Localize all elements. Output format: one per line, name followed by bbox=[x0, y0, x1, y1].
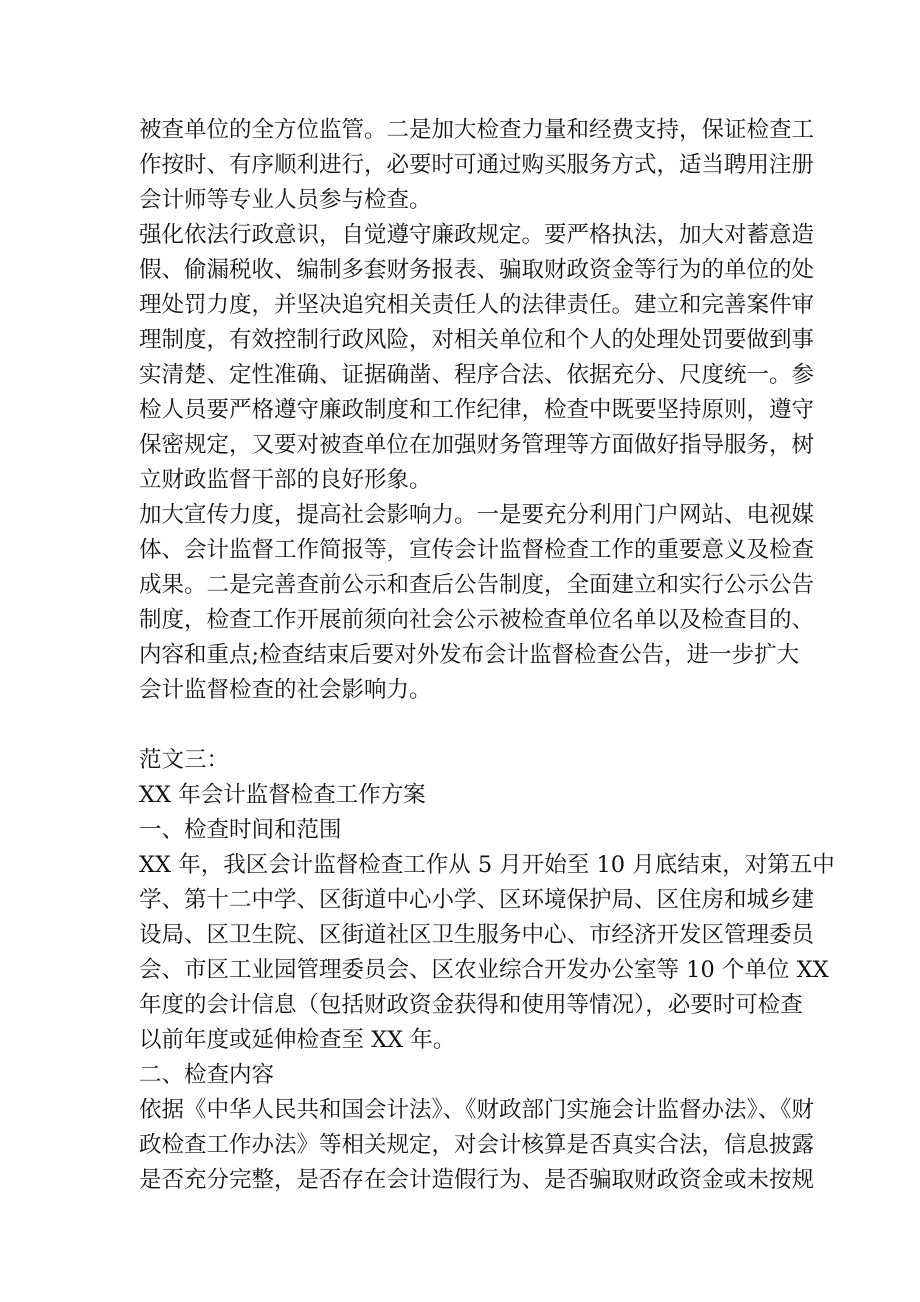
text-line: 被查单位的全方位监管。二是加大检查力量和经费支持，保证检查工 bbox=[139, 117, 815, 143]
text-line: 假、偷漏税收、编制多套财务报表、骗取财政资金等行为的单位的处 bbox=[139, 257, 815, 283]
content-heading bbox=[139, 1058, 789, 1093]
section-heading: 一、检查时间和范围 bbox=[139, 817, 342, 843]
paragraph-continuation bbox=[139, 113, 815, 218]
text-line: 内容和重点;检查结束后要对外发布会计监督检查公告，进一步扩大 bbox=[139, 642, 800, 668]
text-line: 会、市区工业园管理委员会、区农业综合开发办公室等 10 个单位 XX bbox=[139, 957, 829, 983]
section-label: 范文三： bbox=[139, 747, 230, 773]
text-line: 立财政监督干部的良好形象。 bbox=[139, 467, 432, 493]
text-line: 会计监督检查的社会影响力。 bbox=[139, 677, 432, 703]
text-line: 理制度，有效控制行政风险，对相关单位和个人的处理处罚要做到事 bbox=[139, 327, 815, 353]
sample-three-heading bbox=[139, 743, 789, 848]
text-line: 作按时、有序顺利进行，必要时可通过购买服务方式，适当聘用注册 bbox=[139, 152, 815, 178]
document-title: XX 年会计监督检查工作方案 bbox=[139, 782, 426, 808]
section-heading: 二、检查内容 bbox=[139, 1062, 275, 1088]
text-line: 实清楚、定性准确、证据确凿、程序合法、依据充分、尺度统一。参 bbox=[139, 362, 815, 388]
blank-line bbox=[139, 708, 789, 743]
text-line: 加大宣传力度，提高社会影响力。一是要充分利用门户网站、电视媒 bbox=[139, 502, 815, 528]
text-line: 强化依法行政意识，自觉遵守廉政规定。要严格执法，加大对蓄意造 bbox=[139, 222, 815, 248]
text-line: 学、第十二中学、区街道中心小学、区环境保护局、区住房和城乡建 bbox=[139, 887, 815, 913]
text-line: 以前年度或延伸检查至 XX 年。 bbox=[139, 1027, 456, 1053]
text-line: 成果。二是完善查前公示和查后公告制度，全面建立和实行公示公告 bbox=[139, 572, 815, 598]
text-line: 保密规定，又要对被查单位在加强财务管理等方面做好指导服务，树 bbox=[139, 432, 815, 458]
text-line: 政检查工作办法》等相关规定，对会计核算是否真实合法，信息披露 bbox=[139, 1132, 815, 1158]
text-line: XX 年，我区会计监督检查工作从 5 月开始至 10 月底结束，对第五中 bbox=[139, 852, 835, 878]
text-line: 体、会计监督工作简报等，宣传会计监督检查工作的重要意义及检查 bbox=[139, 537, 815, 563]
paragraph-time-scope bbox=[139, 848, 835, 1058]
text-line: 检人员要严格遵守廉政制度和工作纪律，检查中既要坚持原则，遵守 bbox=[139, 397, 815, 423]
paragraph-publicity bbox=[139, 498, 815, 708]
text-line: 是否充分完整，是否存在会计造假行为、是否骗取财政资金或未按规 bbox=[139, 1167, 815, 1193]
text-line: 设局、区卫生院、区街道社区卫生服务中心、市经济开发区管理委员 bbox=[139, 922, 815, 948]
text-line: 依据《中华人民共和国会计法》、《财政部门实施会计监督办法》、《财 bbox=[139, 1097, 815, 1123]
document-body bbox=[139, 113, 835, 1198]
text-line: 年度的会计信息（包括财政资金获得和使用等情况），必要时可检查 bbox=[139, 992, 803, 1018]
text-line: 会计师等专业人员参与检查。 bbox=[139, 187, 432, 213]
text-line: 理处罚力度，并坚决追究相关责任人的法律责任。建立和完善案件审 bbox=[139, 292, 815, 318]
text-line: 制度，检查工作开展前须向社会公示被检查单位名单以及检查目的、 bbox=[139, 607, 815, 633]
paragraph-content bbox=[139, 1093, 815, 1198]
paragraph-integrity bbox=[139, 218, 815, 498]
